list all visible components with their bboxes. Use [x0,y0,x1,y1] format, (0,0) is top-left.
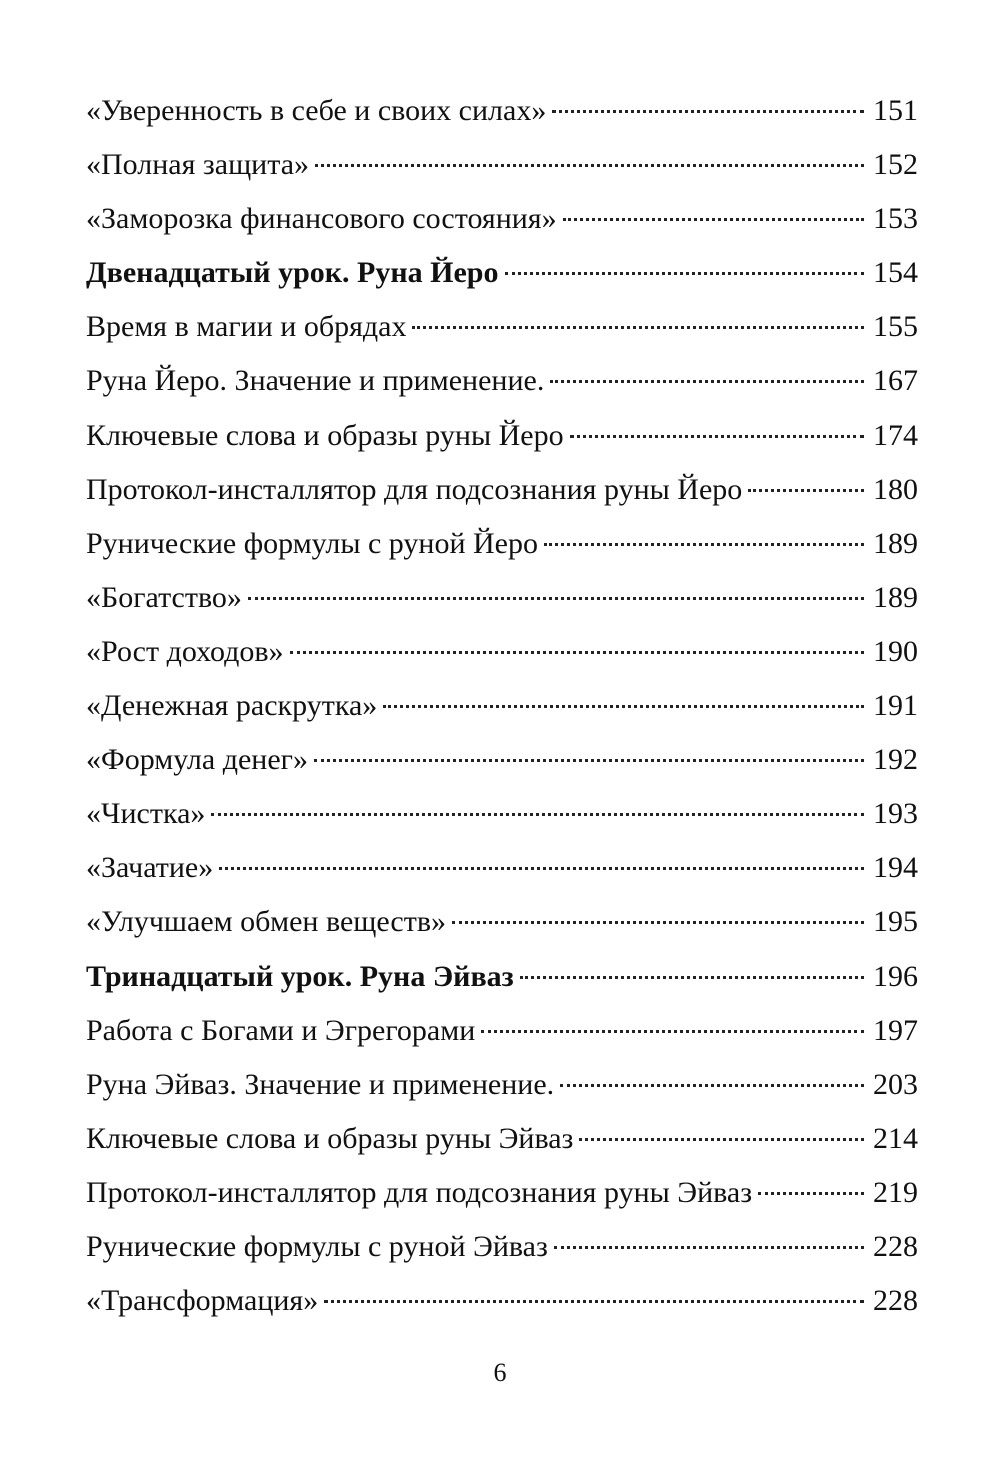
toc-entry-title: Рунические формулы с руной Йеро [86,526,538,560]
toc-entry-title: Руна Эйваз. Значение и применение. [86,1067,555,1101]
toc-entry-title: Руна Йеро. Значение и применение. [86,364,545,398]
dot-leader [219,867,864,870]
toc-entry-page: 174 [873,418,918,452]
dot-leader [579,1138,864,1141]
toc-entry-title: Ключевые слова и образы руны Йеро [86,418,564,452]
toc-entry [86,787,918,841]
toc-entry [86,1004,918,1058]
dot-leader [315,164,864,167]
toc-entry [86,733,918,787]
toc-entry-page: 195 [873,905,918,939]
toc-entry-title: Двенадцатый урок. Руна Йеро [86,256,499,290]
toc-entry-page: 154 [873,256,918,290]
dot-leader [248,597,864,600]
toc-entry-title: «Формула денег» [86,743,308,777]
toc-entry [86,625,918,679]
toc-entry [86,679,918,733]
toc-entry-title: «Зачатие» [86,851,214,885]
toc-entry-page: 203 [873,1067,918,1101]
toc-entry [86,409,918,463]
dot-leader [452,921,864,924]
toc-entry-title: «Трансформация» [86,1284,319,1318]
toc-entry-title: Работа с Богами и Эгрегорами [86,1013,476,1047]
dot-leader [481,1030,864,1033]
toc-entry-title: «Богатство» [86,580,242,614]
toc-entry-title: «Заморозка финансового состояния» [86,202,557,236]
toc-entry [86,192,918,246]
toc-entry [86,571,918,625]
toc-entry-page: 219 [873,1175,918,1209]
dot-leader [550,380,864,383]
toc-entry-title: «Полная защита» [86,148,310,182]
toc-entry [86,841,918,895]
dot-leader [758,1192,864,1195]
dot-leader [554,1246,864,1249]
toc-entry-page: 228 [873,1284,918,1318]
toc-entry [86,1220,918,1274]
toc-entry-page: 190 [873,634,918,668]
toc-entry-title: «Рост доходов» [86,634,284,668]
toc-entry-page: 228 [873,1229,918,1263]
toc-entry-title: Протокол-инсталлятор для подсознания руны Эйваз [86,1175,753,1209]
toc-entry-page: 192 [873,743,918,777]
toc-entry-title: Время в магии и обрядах [86,310,407,344]
dot-leader [211,813,864,816]
toc-entry-page: 193 [873,797,918,831]
toc-entry-title: Протокол-инсталлятор для подсознания руны Йеро [86,472,743,506]
toc-entry [86,517,918,571]
dot-leader [552,110,864,113]
toc-entry [86,463,918,517]
toc-entry-title: Тринадцатый урок. Руна Эйваз [86,959,514,993]
toc-chapter-heading [86,246,918,300]
toc-entry-title: Ключевые слова и образы руны Эйваз [86,1121,574,1155]
toc-entry-page: 194 [873,851,918,885]
toc-entry-page: 167 [873,364,918,398]
toc-entry-page: 152 [873,148,918,182]
dot-leader [383,705,864,708]
toc-entry-page: 153 [873,202,918,236]
toc-entry-page: 214 [873,1121,918,1155]
toc-entry-page: 189 [873,526,918,560]
toc-entry [86,300,918,354]
dot-leader [412,326,864,329]
toc-entry-title: «Улучшаем обмен веществ» [86,905,447,939]
dot-leader [544,543,864,546]
dot-leader [560,1084,864,1087]
dot-leader [563,218,864,221]
toc-entry-page: 197 [873,1013,918,1047]
toc-entry [86,1112,918,1166]
toc-entry-title: «Денежная раскрутка» [86,689,378,723]
toc-entry [86,1274,918,1328]
toc-entry-page: 155 [873,310,918,344]
toc-chapter-heading [86,950,918,1004]
table-of-contents [86,84,918,1328]
toc-entry [86,895,918,949]
toc-entry-title: «Чистка» [86,797,206,831]
toc-entry [86,1166,918,1220]
toc-entry [86,1058,918,1112]
dot-leader [505,272,865,275]
toc-entry [86,84,918,138]
toc-entry-page: 151 [873,94,918,127]
dot-leader [570,435,864,438]
dot-leader [748,489,864,492]
dot-leader [520,976,864,979]
toc-entry [86,354,918,408]
toc-entry-page: 189 [873,580,918,614]
toc-entry-title: Рунические формулы с руной Эйваз [86,1229,548,1263]
toc-entry-page: 196 [873,959,918,993]
dot-leader [290,651,864,654]
toc-entry-page: 191 [873,689,918,723]
page-number: 6 [493,1358,507,1387]
dot-leader [314,759,864,762]
toc-entry [86,138,918,192]
toc-entry-title: «Уверенность в себе и своих силах» [86,94,547,127]
toc-entry-page: 180 [873,472,918,506]
dot-leader [324,1300,864,1303]
